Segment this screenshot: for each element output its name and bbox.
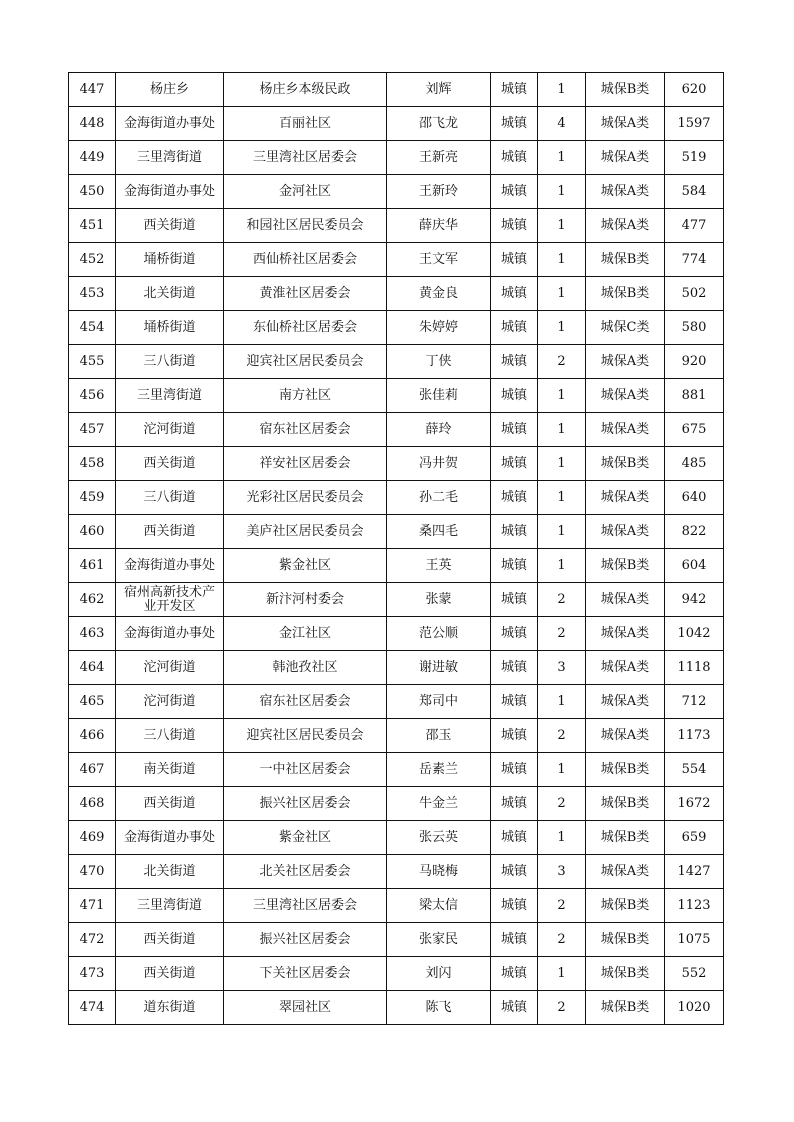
- street-office-cell: 西关街道: [116, 447, 224, 481]
- table-row: [69, 651, 724, 685]
- area-type-cell: 城镇: [491, 515, 538, 549]
- community-cell: 新汴河村委会: [224, 583, 387, 617]
- household-count-cell: 1: [538, 311, 586, 345]
- household-count-cell: 1: [538, 73, 586, 107]
- community-cell: 振兴社区居委会: [224, 923, 387, 957]
- household-count-cell: 1: [538, 685, 586, 719]
- community-cell: 金江社区: [224, 617, 387, 651]
- household-count-cell: 2: [538, 991, 586, 1025]
- table-row: [69, 413, 724, 447]
- amount-cell: 1075: [665, 923, 724, 957]
- street-office-cell: 三里湾街道: [116, 379, 224, 413]
- table-row: [69, 73, 724, 107]
- category-cell: 城保A类: [586, 413, 665, 447]
- household-count-cell: 2: [538, 787, 586, 821]
- category-cell: 城保A类: [586, 617, 665, 651]
- category-cell: 城保B类: [586, 243, 665, 277]
- row-number-cell: 463: [69, 617, 116, 651]
- amount-cell: 1427: [665, 855, 724, 889]
- street-office-cell: 西关街道: [116, 209, 224, 243]
- row-number-cell: 471: [69, 889, 116, 923]
- name-cell: 张家民: [387, 923, 491, 957]
- table-row: [69, 141, 724, 175]
- area-type-cell: 城镇: [491, 821, 538, 855]
- table-row: [69, 991, 724, 1025]
- household-count-cell: 1: [538, 821, 586, 855]
- category-cell: 城保A类: [586, 651, 665, 685]
- street-office-cell: 金海街道办事处: [116, 821, 224, 855]
- household-count-cell: 2: [538, 923, 586, 957]
- household-count-cell: 1: [538, 243, 586, 277]
- name-cell: 王文军: [387, 243, 491, 277]
- household-count-cell: 1: [538, 957, 586, 991]
- category-cell: 城保B类: [586, 889, 665, 923]
- amount-cell: 1020: [665, 991, 724, 1025]
- area-type-cell: 城镇: [491, 345, 538, 379]
- name-cell: 邵飞龙: [387, 107, 491, 141]
- street-office-cell: 沱河街道: [116, 685, 224, 719]
- area-type-cell: 城镇: [491, 73, 538, 107]
- table-row: [69, 617, 724, 651]
- community-cell: 翠园社区: [224, 991, 387, 1025]
- street-office-cell: 北关街道: [116, 855, 224, 889]
- street-office-cell: 三里湾街道: [116, 889, 224, 923]
- street-office-cell: 三八街道: [116, 481, 224, 515]
- amount-cell: 675: [665, 413, 724, 447]
- household-count-cell: 1: [538, 413, 586, 447]
- area-type-cell: 城镇: [491, 719, 538, 753]
- name-cell: 牛金兰: [387, 787, 491, 821]
- table-row: [69, 957, 724, 991]
- name-cell: 张佳莉: [387, 379, 491, 413]
- amount-cell: 881: [665, 379, 724, 413]
- row-number-cell: 457: [69, 413, 116, 447]
- category-cell: 城保B类: [586, 923, 665, 957]
- row-number-cell: 458: [69, 447, 116, 481]
- amount-cell: 1173: [665, 719, 724, 753]
- household-count-cell: 1: [538, 515, 586, 549]
- community-cell: 南方社区: [224, 379, 387, 413]
- street-office-cell: 沱河街道: [116, 651, 224, 685]
- household-count-cell: 1: [538, 753, 586, 787]
- table-row: [69, 719, 724, 753]
- table-row: [69, 787, 724, 821]
- household-count-cell: 3: [538, 651, 586, 685]
- community-cell: 一中社区居委会: [224, 753, 387, 787]
- amount-cell: 712: [665, 685, 724, 719]
- amount-cell: 554: [665, 753, 724, 787]
- row-number-cell: 465: [69, 685, 116, 719]
- community-cell: 光彩社区居民委员会: [224, 481, 387, 515]
- household-count-cell: 2: [538, 345, 586, 379]
- area-type-cell: 城镇: [491, 277, 538, 311]
- table-row: [69, 583, 724, 617]
- category-cell: 城保A类: [586, 107, 665, 141]
- amount-cell: 1042: [665, 617, 724, 651]
- category-cell: 城保B类: [586, 787, 665, 821]
- table-row: [69, 311, 724, 345]
- household-count-cell: 1: [538, 379, 586, 413]
- category-cell: 城保B类: [586, 991, 665, 1025]
- community-cell: 百丽社区: [224, 107, 387, 141]
- amount-cell: 519: [665, 141, 724, 175]
- street-office-cell: 道东街道: [116, 991, 224, 1025]
- household-count-cell: 1: [538, 481, 586, 515]
- community-cell: 金河社区: [224, 175, 387, 209]
- area-type-cell: 城镇: [491, 855, 538, 889]
- category-cell: 城保B类: [586, 73, 665, 107]
- name-cell: 马晓梅: [387, 855, 491, 889]
- table-row: [69, 379, 724, 413]
- community-cell: 下关社区居委会: [224, 957, 387, 991]
- name-cell: 冯井贺: [387, 447, 491, 481]
- name-cell: 薛玲: [387, 413, 491, 447]
- community-cell: 紫金社区: [224, 549, 387, 583]
- category-cell: 城保A类: [586, 515, 665, 549]
- table-row: [69, 753, 724, 787]
- table-row: [69, 175, 724, 209]
- area-type-cell: 城镇: [491, 107, 538, 141]
- row-number-cell: 472: [69, 923, 116, 957]
- household-count-cell: 3: [538, 855, 586, 889]
- household-count-cell: 1: [538, 549, 586, 583]
- household-count-cell: 2: [538, 719, 586, 753]
- row-number-cell: 466: [69, 719, 116, 753]
- street-office-cell: 宿州高新技术产业开发区: [116, 583, 224, 617]
- area-type-cell: 城镇: [491, 651, 538, 685]
- name-cell: 范公顺: [387, 617, 491, 651]
- area-type-cell: 城镇: [491, 379, 538, 413]
- area-type-cell: 城镇: [491, 787, 538, 821]
- category-cell: 城保B类: [586, 753, 665, 787]
- area-type-cell: 城镇: [491, 617, 538, 651]
- table-row: [69, 855, 724, 889]
- amount-cell: 1597: [665, 107, 724, 141]
- area-type-cell: 城镇: [491, 889, 538, 923]
- table-row: [69, 277, 724, 311]
- amount-cell: 620: [665, 73, 724, 107]
- community-cell: 北关社区居委会: [224, 855, 387, 889]
- row-number-cell: 474: [69, 991, 116, 1025]
- name-cell: 岳素兰: [387, 753, 491, 787]
- street-office-cell: 西关街道: [116, 787, 224, 821]
- community-cell: 黄淮社区居委会: [224, 277, 387, 311]
- amount-cell: 485: [665, 447, 724, 481]
- table-row: [69, 515, 724, 549]
- street-office-cell: 西关街道: [116, 923, 224, 957]
- row-number-cell: 462: [69, 583, 116, 617]
- amount-cell: 604: [665, 549, 724, 583]
- area-type-cell: 城镇: [491, 923, 538, 957]
- category-cell: 城保B类: [586, 447, 665, 481]
- area-type-cell: 城镇: [491, 685, 538, 719]
- name-cell: 丁侠: [387, 345, 491, 379]
- name-cell: 陈飞: [387, 991, 491, 1025]
- amount-cell: 477: [665, 209, 724, 243]
- household-count-cell: 2: [538, 617, 586, 651]
- category-cell: 城保A类: [586, 209, 665, 243]
- name-cell: 王新玲: [387, 175, 491, 209]
- street-office-cell: 南关街道: [116, 753, 224, 787]
- area-type-cell: 城镇: [491, 957, 538, 991]
- community-cell: 宿东社区居委会: [224, 413, 387, 447]
- community-cell: 迎宾社区居民委员会: [224, 345, 387, 379]
- row-number-cell: 468: [69, 787, 116, 821]
- household-count-cell: 2: [538, 583, 586, 617]
- street-office-cell: 北关街道: [116, 277, 224, 311]
- category-cell: 城保B类: [586, 821, 665, 855]
- household-count-cell: 1: [538, 447, 586, 481]
- table-row: [69, 209, 724, 243]
- street-office-cell: 金海街道办事处: [116, 107, 224, 141]
- amount-cell: 502: [665, 277, 724, 311]
- community-cell: 振兴社区居委会: [224, 787, 387, 821]
- community-cell: 西仙桥社区居委会: [224, 243, 387, 277]
- category-cell: 城保A类: [586, 141, 665, 175]
- category-cell: 城保A类: [586, 583, 665, 617]
- area-type-cell: 城镇: [491, 583, 538, 617]
- name-cell: 郑司中: [387, 685, 491, 719]
- area-type-cell: 城镇: [491, 243, 538, 277]
- table-row: [69, 243, 724, 277]
- street-office-cell: 三里湾街道: [116, 141, 224, 175]
- street-office-cell: 金海街道办事处: [116, 617, 224, 651]
- amount-cell: 1672: [665, 787, 724, 821]
- amount-cell: 552: [665, 957, 724, 991]
- category-cell: 城保A类: [586, 719, 665, 753]
- community-cell: 宿东社区居委会: [224, 685, 387, 719]
- row-number-cell: 453: [69, 277, 116, 311]
- row-number-cell: 448: [69, 107, 116, 141]
- category-cell: 城保B类: [586, 549, 665, 583]
- household-count-cell: 1: [538, 175, 586, 209]
- amount-cell: 1118: [665, 651, 724, 685]
- street-office-cell: 西关街道: [116, 957, 224, 991]
- row-number-cell: 464: [69, 651, 116, 685]
- amount-cell: 942: [665, 583, 724, 617]
- roster-body: [69, 73, 724, 1025]
- row-number-cell: 455: [69, 345, 116, 379]
- community-cell: 紫金社区: [224, 821, 387, 855]
- name-cell: 刘闪: [387, 957, 491, 991]
- category-cell: 城保A类: [586, 481, 665, 515]
- row-number-cell: 449: [69, 141, 116, 175]
- table-row: [69, 889, 724, 923]
- street-office-cell: 杨庄乡: [116, 73, 224, 107]
- row-number-cell: 470: [69, 855, 116, 889]
- name-cell: 谢进敏: [387, 651, 491, 685]
- category-cell: 城保B类: [586, 957, 665, 991]
- area-type-cell: 城镇: [491, 175, 538, 209]
- name-cell: 张云英: [387, 821, 491, 855]
- roster-table: [68, 72, 724, 1025]
- name-cell: 桑四毛: [387, 515, 491, 549]
- area-type-cell: 城镇: [491, 311, 538, 345]
- amount-cell: 580: [665, 311, 724, 345]
- household-count-cell: 2: [538, 889, 586, 923]
- street-office-cell: 三八街道: [116, 719, 224, 753]
- table-row: [69, 549, 724, 583]
- community-cell: 三里湾社区居委会: [224, 141, 387, 175]
- row-number-cell: 450: [69, 175, 116, 209]
- row-number-cell: 467: [69, 753, 116, 787]
- street-office-cell: 西关街道: [116, 515, 224, 549]
- name-cell: 王新亮: [387, 141, 491, 175]
- amount-cell: 774: [665, 243, 724, 277]
- community-cell: 杨庄乡本级民政: [224, 73, 387, 107]
- category-cell: 城保A类: [586, 685, 665, 719]
- category-cell: 城保A类: [586, 175, 665, 209]
- category-cell: 城保C类: [586, 311, 665, 345]
- category-cell: 城保A类: [586, 345, 665, 379]
- row-number-cell: 451: [69, 209, 116, 243]
- household-count-cell: 1: [538, 277, 586, 311]
- name-cell: 薛庆华: [387, 209, 491, 243]
- street-office-cell: 金海街道办事处: [116, 175, 224, 209]
- table-row: [69, 481, 724, 515]
- row-number-cell: 454: [69, 311, 116, 345]
- category-cell: 城保A类: [586, 379, 665, 413]
- category-cell: 城保B类: [586, 277, 665, 311]
- street-office-cell: 金海街道办事处: [116, 549, 224, 583]
- area-type-cell: 城镇: [491, 549, 538, 583]
- street-office-cell: 沱河街道: [116, 413, 224, 447]
- amount-cell: 920: [665, 345, 724, 379]
- name-cell: 朱婷婷: [387, 311, 491, 345]
- category-cell: 城保A类: [586, 855, 665, 889]
- area-type-cell: 城镇: [491, 413, 538, 447]
- table-row: [69, 685, 724, 719]
- area-type-cell: 城镇: [491, 447, 538, 481]
- household-count-cell: 1: [538, 209, 586, 243]
- area-type-cell: 城镇: [491, 753, 538, 787]
- name-cell: 黄金良: [387, 277, 491, 311]
- table-row: [69, 923, 724, 957]
- community-cell: 和园社区居民委员会: [224, 209, 387, 243]
- row-number-cell: 459: [69, 481, 116, 515]
- table-row: [69, 447, 724, 481]
- community-cell: 祥安社区居委会: [224, 447, 387, 481]
- household-count-cell: 4: [538, 107, 586, 141]
- amount-cell: 584: [665, 175, 724, 209]
- row-number-cell: 461: [69, 549, 116, 583]
- table-row: [69, 821, 724, 855]
- area-type-cell: 城镇: [491, 141, 538, 175]
- community-cell: 美庐社区居民委员会: [224, 515, 387, 549]
- street-office-cell: 埇桥街道: [116, 311, 224, 345]
- amount-cell: 640: [665, 481, 724, 515]
- community-cell: 迎宾社区居民委员会: [224, 719, 387, 753]
- community-cell: 韩池孜社区: [224, 651, 387, 685]
- area-type-cell: 城镇: [491, 209, 538, 243]
- area-type-cell: 城镇: [491, 991, 538, 1025]
- row-number-cell: 460: [69, 515, 116, 549]
- row-number-cell: 456: [69, 379, 116, 413]
- row-number-cell: 473: [69, 957, 116, 991]
- row-number-cell: 469: [69, 821, 116, 855]
- household-count-cell: 1: [538, 141, 586, 175]
- row-number-cell: 452: [69, 243, 116, 277]
- name-cell: 张蒙: [387, 583, 491, 617]
- table-row: [69, 345, 724, 379]
- amount-cell: 1123: [665, 889, 724, 923]
- row-number-cell: 447: [69, 73, 116, 107]
- name-cell: 刘辉: [387, 73, 491, 107]
- name-cell: 梁太信: [387, 889, 491, 923]
- amount-cell: 822: [665, 515, 724, 549]
- street-office-cell: 埇桥街道: [116, 243, 224, 277]
- name-cell: 孙二毛: [387, 481, 491, 515]
- community-cell: 三里湾社区居委会: [224, 889, 387, 923]
- table-row: [69, 107, 724, 141]
- amount-cell: 659: [665, 821, 724, 855]
- community-cell: 东仙桥社区居委会: [224, 311, 387, 345]
- area-type-cell: 城镇: [491, 481, 538, 515]
- name-cell: 王英: [387, 549, 491, 583]
- street-office-cell: 三八街道: [116, 345, 224, 379]
- name-cell: 邵玉: [387, 719, 491, 753]
